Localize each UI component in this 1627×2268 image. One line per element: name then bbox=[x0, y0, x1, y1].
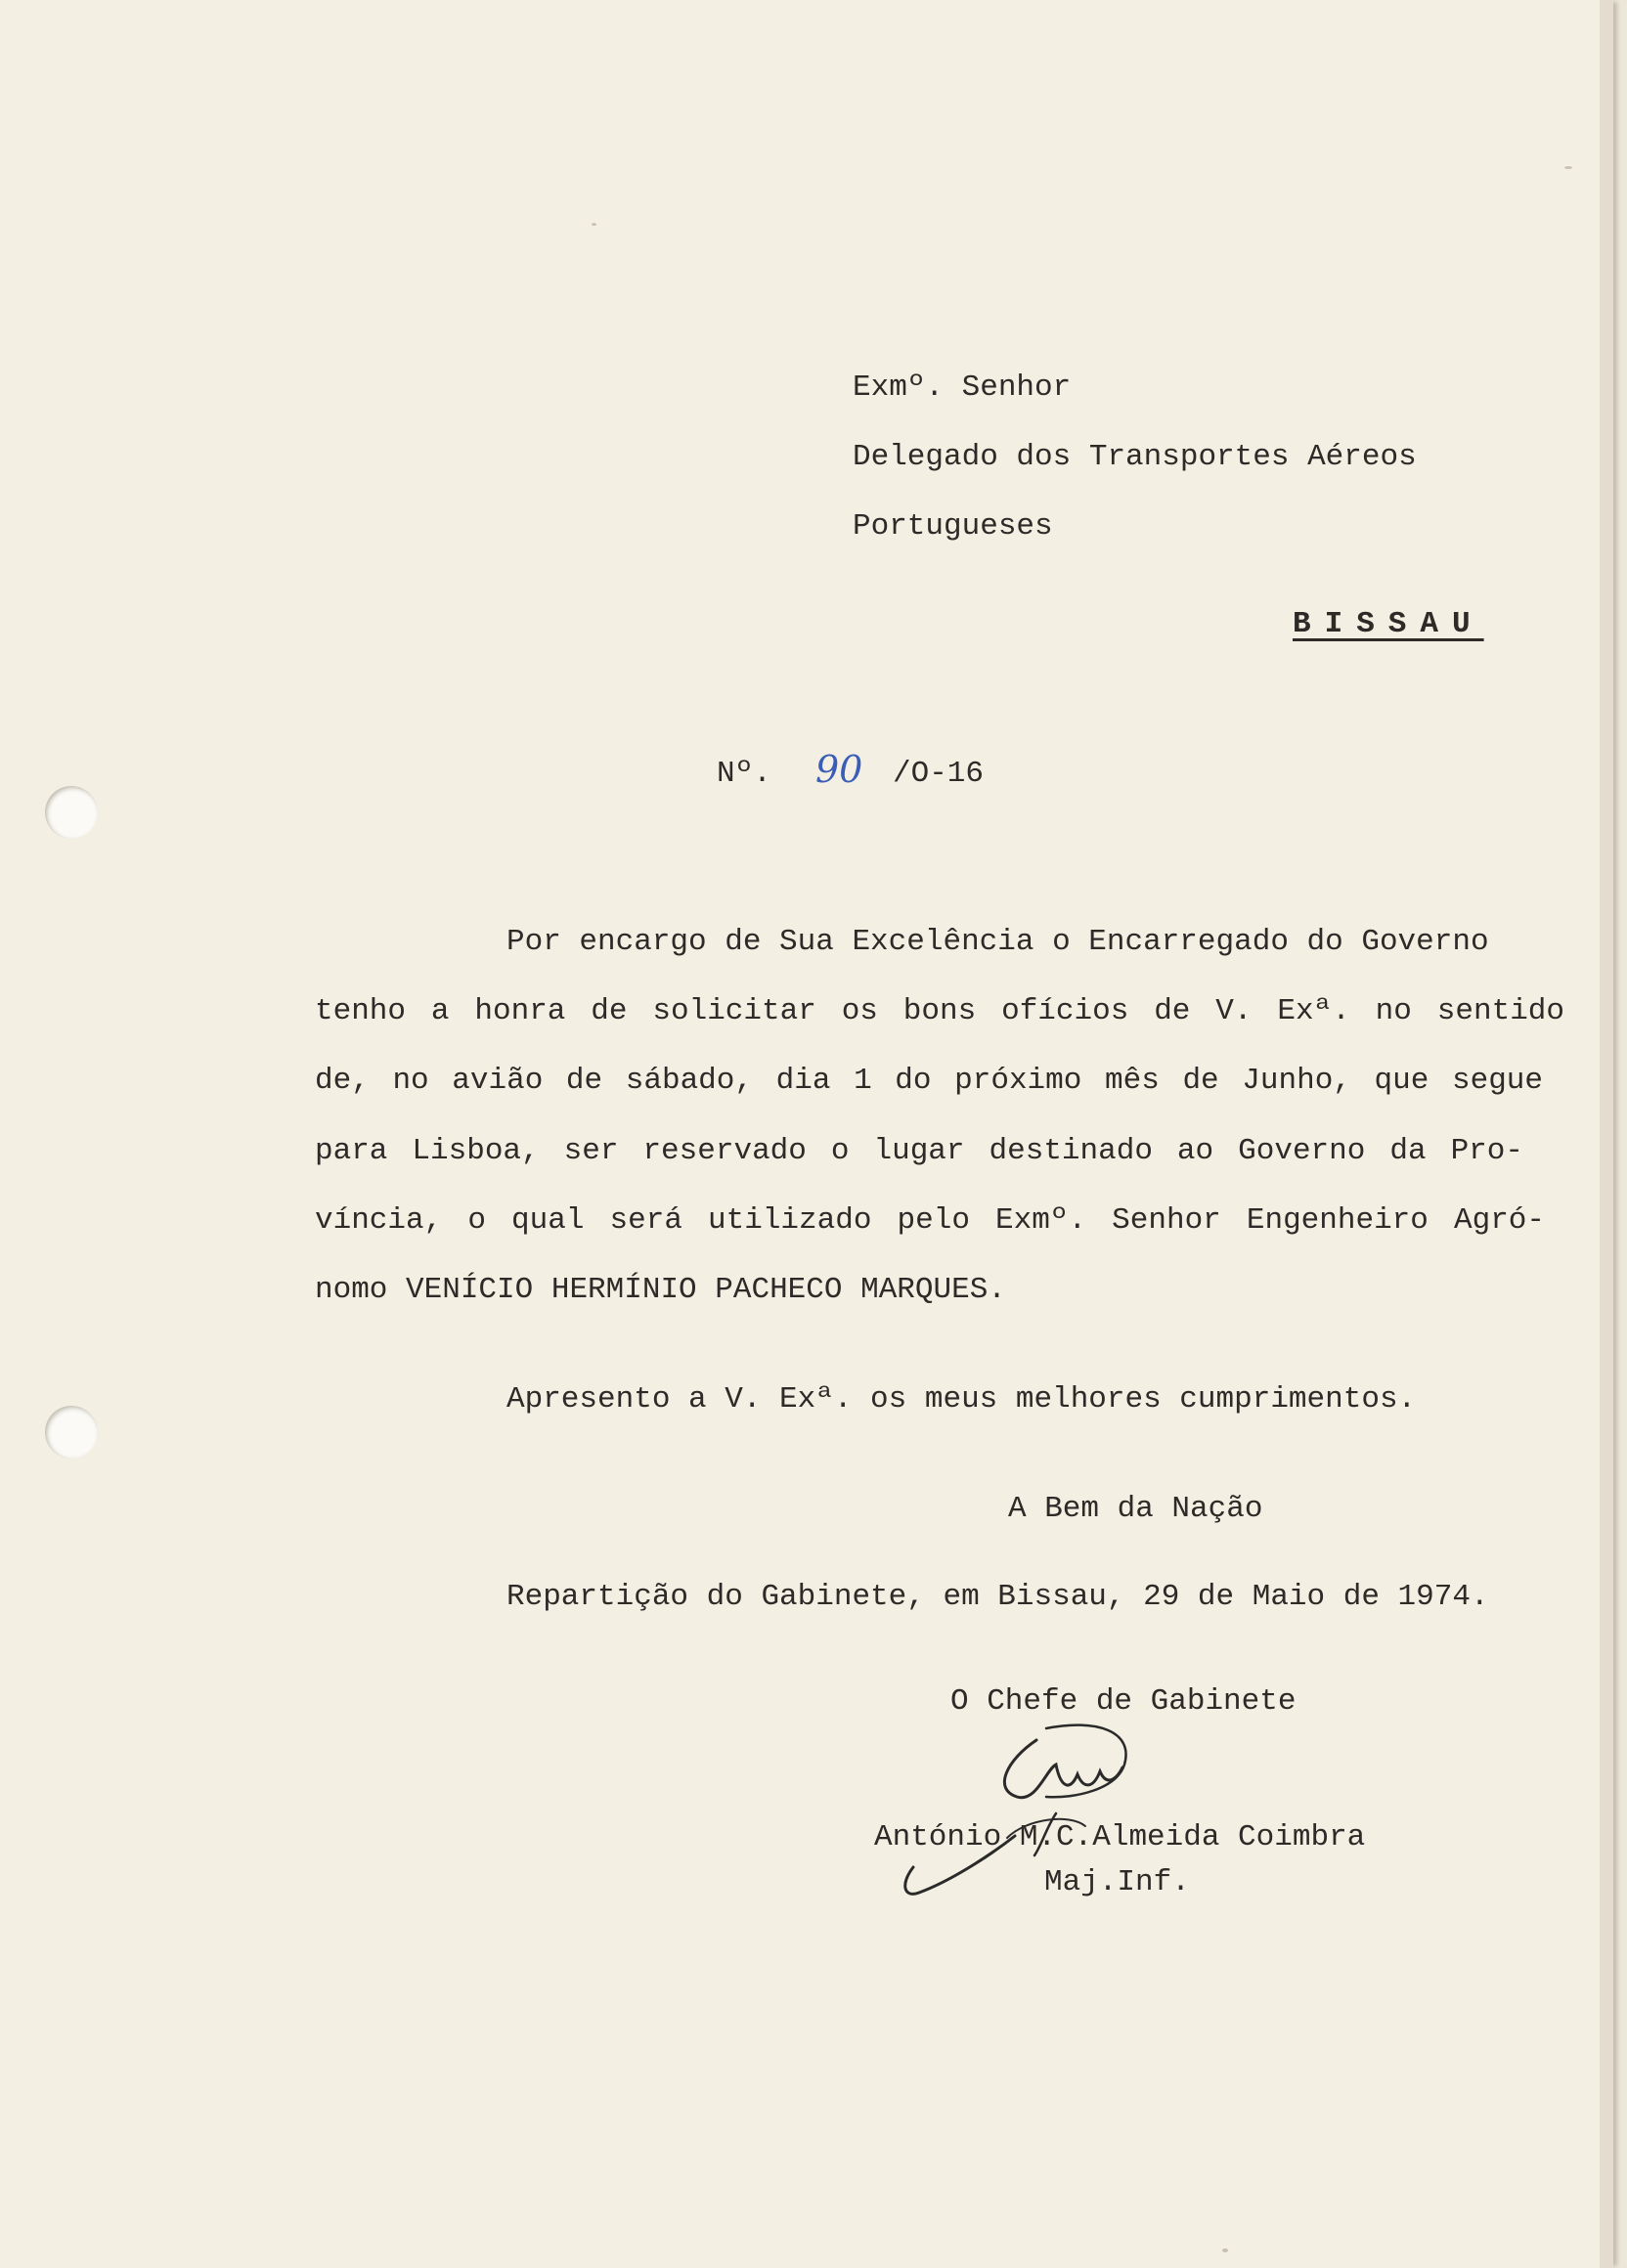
signatory-rank: Maj.Inf. bbox=[1044, 1865, 1190, 1899]
body-line-6: nomo VENÍCIO HERMÍNIO PACHECO MARQUES. bbox=[315, 1273, 1006, 1307]
motto: A Bem da Nação bbox=[1008, 1492, 1263, 1526]
recipient-line-2: Portugueses bbox=[853, 509, 1053, 544]
reference-prefix: Nº. bbox=[717, 757, 771, 791]
body-line-3: de, no avião de sábado, dia 1 do próximo mês de Junho, que segue bbox=[315, 1064, 1543, 1098]
closing-line: Apresento a V. Exª. os meus melhores cumprimentos. bbox=[506, 1382, 1417, 1417]
paper-speck bbox=[1222, 2248, 1228, 2252]
punch-hole-bottom bbox=[45, 1406, 98, 1459]
signatory-name: António M.C.Almeida Coimbra bbox=[874, 1820, 1366, 1854]
body-line-5: víncia, o qual será utilizado pelo Exmº. Senhor Engenheiro Agró- bbox=[315, 1203, 1545, 1238]
place-date: Repartição do Gabinete, em Bissau, 29 de Maio de 1974. bbox=[506, 1580, 1489, 1614]
reference-suffix: /O-16 bbox=[893, 757, 985, 791]
body-line-1: Por encargo de Sua Excelência o Encarregado do Governo bbox=[506, 925, 1489, 959]
paper-speck bbox=[1564, 166, 1572, 169]
recipient-city: BISSAU bbox=[1293, 607, 1484, 641]
paper-edge bbox=[1600, 0, 1613, 2268]
body-line-2: tenho a honra de solicitar os bons ofícios de V. Exª. no sentido bbox=[315, 994, 1564, 1028]
recipient-line-1: Delegado dos Transportes Aéreos bbox=[853, 440, 1417, 474]
paper-speck bbox=[592, 223, 596, 226]
body-line-4: para Lisboa, ser reservado o lugar destinado ao Governo da Pro- bbox=[315, 1134, 1523, 1168]
signatory-title: O Chefe de Gabinete bbox=[950, 1684, 1297, 1719]
recipient-salutation: Exmº. Senhor bbox=[853, 371, 1072, 405]
punch-hole-top bbox=[45, 786, 98, 839]
reference-number-handwritten: 90 bbox=[815, 748, 863, 791]
